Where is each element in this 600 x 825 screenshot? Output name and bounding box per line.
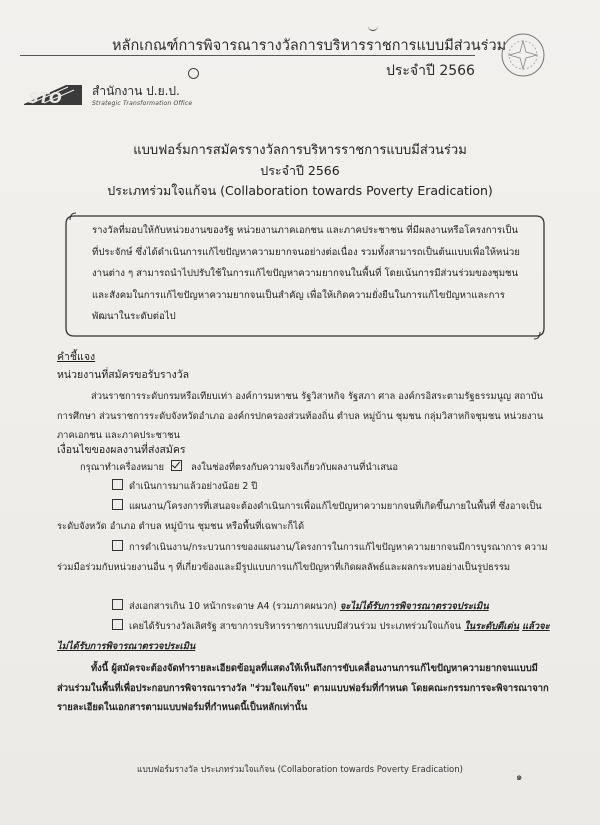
- condition-checkbox-3[interactable]: [112, 540, 123, 551]
- intro-box: [60, 210, 550, 342]
- condition-warning-5a: ในระดับดีเด่น: [464, 621, 520, 632]
- condition-text-5: เคยได้รับรางวัลเลิศรัฐ สาขาการบริหารราชการแบบมีส่วนร่วม ประเภทร่วมใจแก้จน: [129, 621, 462, 632]
- condition-item-3: [57, 538, 552, 577]
- condition-checkbox-2[interactable]: [112, 499, 123, 510]
- condition-text-2: แผนงาน/โครงการที่เสนอจะต้องดำเนินการเพื่อแก้ไขปัญหาความยากจนที่เกิดขึ้นภายในพื้นที่ ซึ่งอาจเป็นระดับจังหวัด อำเภอ ตำบล หมู่บ้าน ชุมชน หรือพื้นที่เฉพาะก็ได้: [57, 501, 542, 532]
- page-number: ๑: [516, 772, 523, 783]
- condition-item-2: [57, 497, 552, 536]
- header-title: หลักเกณฑ์การพิจารณารางวัลการบริหารราชการแบบมีส่วนร่วม: [112, 38, 507, 54]
- condition-warning-4: จะไม่ได้รับการพิจารณาตรวจประเมิน: [339, 601, 489, 612]
- org-subtitle: Strategic Transformation Office: [92, 100, 193, 107]
- punch-hole: [188, 68, 199, 79]
- conditions-lead-row: [80, 458, 550, 478]
- condition-text-4: ส่งเอกสารเกิน 10 หน้ากระดาษ A4 (รวมภาคผนวก): [129, 601, 337, 612]
- instructions-heading: คำชี้แจง: [57, 351, 96, 363]
- conditions-lead-prefix: กรุณาทำเครื่องหมาย: [80, 462, 164, 473]
- condition-checkbox-1[interactable]: [112, 479, 123, 490]
- sto-logo: [22, 83, 84, 107]
- condition-item-1: [112, 477, 552, 497]
- condition-text-1: ดำเนินการมาแล้วอย่างน้อย 2 ปี: [129, 481, 258, 492]
- condition-checkbox-4[interactable]: [112, 599, 123, 610]
- header-divider: [20, 55, 475, 56]
- footer-text: แบบฟอร์มรางวัล ประเภทร่วมใจแก้จน (Collaboration towards Poverty Eradication): [137, 765, 463, 775]
- staple-mark: [368, 20, 378, 31]
- condition-text-3: การดำเนินงาน/กระบวนการของแผนงาน/โครงการในการแก้ไขปัญหาความยากจนมีการบูรณาการ ความร่วมมือร่วมกับหน่วยงานอื่น ๆ ที่เกี่ยวข้องและมีรูปแบบการแก้ไขปัญหาที่เกิดผลลัพธ์และผลกระทบอย่างเป็นรูปธรรม: [57, 542, 548, 573]
- award-seal-icon: [500, 32, 546, 78]
- eligible-text: ส่วนราชการระดับกรมหรือเทียบเท่า องค์การมหาชน รัฐวิสาหกิจ รัฐสภา ศาล องค์กรอิสระตามรัฐธรรมนูญ สถาบันการศึกษา ส่วนราชการระดับจังหวัดอำเภอ องค์กรปกครองส่วนท้องถิ่น ตำบล หมู่บ้าน ชุมชน กลุ่มวิสาหกิจชุมชน หน่วยงานภาคเอกชน และภาคประชาชน: [57, 391, 544, 441]
- form-title: แบบฟอร์มการสมัครรางวัลการบริหารราชการแบบมีส่วนร่วม: [133, 143, 467, 158]
- condition-item-5: [57, 617, 552, 656]
- conditions-lead: ลงในช่องที่ตรงกับความจริงเกี่ยวกับผลงานที่นำเสนอ: [190, 462, 398, 473]
- form-year: ประจำปี 2566: [260, 163, 340, 178]
- svg-text:STO: STO: [28, 89, 62, 107]
- sto-logo-icon: [22, 83, 84, 107]
- condition-warning-5b: แล้วจะไม่ได้รับการพิจารณาตรวจประเมิน: [57, 621, 550, 652]
- org-name: สำนักงาน ป.ย.ป.: [92, 84, 180, 98]
- conditions-heading: เงื่อนไขของผลงานที่ส่งสมัคร: [57, 444, 186, 456]
- intro-text: รางวัลที่มอบให้กับหน่วยงานของรัฐ หน่วยงานภาคเอกชน และภาคประชาชน ที่มีผลงานหรือโครงการเป็นที่ประจักษ์ ซึ่งได้ดำเนินการแก้ไขปัญหาความยากจนอย่างต่อเนื่อง รวมทั้งสามารถเป็นต้นแบบเพื่อให้หน่วยงานต่าง ๆ สามารถนำไปปรับใช้ในการแก้ไขปัญหาความยากจนในพื้นที่ โดยเน้นการมีส่วนร่วมของชุมชนและสังคมในการแก้ไขปัญหาความยากจนเป็นสำคัญ เพื่อให้เกิดความยั่งยืนในการแก้ไขปัญหาและการพัฒนาในระดับต่อไป: [92, 225, 520, 322]
- header-year: ประจำปี 2566: [386, 63, 475, 79]
- form-category: ประเภทร่วมใจแก้จน (Collaboration towards Poverty Eradication): [107, 183, 493, 198]
- closing-text: ทั้งนี้ ผู้สมัครจะต้องจัดทำรายละเอียดข้อมูลที่แสดงให้เห็นถึงการขับเคลื่อนงานการแก้ไขปัญหาความยากจนแบบมีส่วนร่วมในพื้นที่เพื่อประกอบการพิจารณารางวัล "ร่วมใจแก้จน" ตามแบบฟอร์มที่กำหนด โดยคณะกรรมการจะพิจารณาจากรายละเอียดในเอกสารตามแบบฟอร์มที่กำหนดนี้เป็นหลักเท่านั้น: [57, 663, 549, 713]
- condition-item-4: [112, 597, 552, 617]
- condition-checkbox-5[interactable]: [112, 619, 123, 630]
- award-seal: [500, 32, 546, 78]
- eligible-heading: หน่วยงานที่สมัครขอรับรางวัล: [57, 369, 190, 381]
- checkmark-example-icon: [171, 460, 182, 471]
